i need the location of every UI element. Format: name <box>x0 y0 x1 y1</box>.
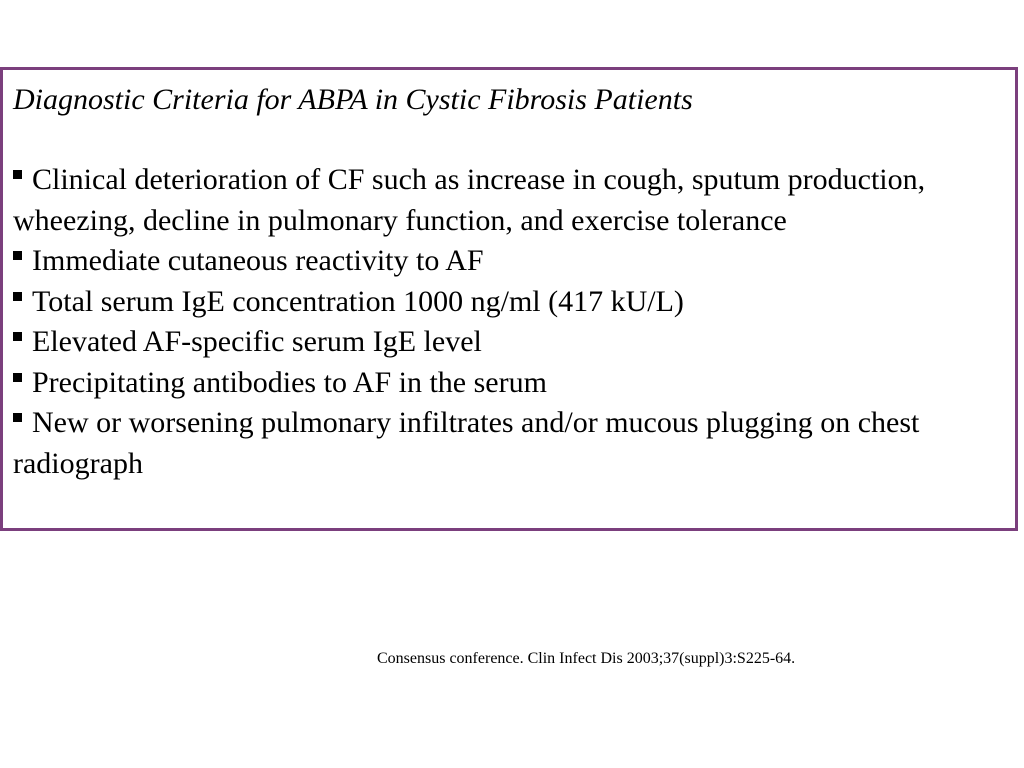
criteria-item <box>13 282 1013 323</box>
criteria-list <box>13 160 1013 484</box>
square-bullet-icon <box>13 413 22 422</box>
square-bullet-icon <box>13 292 22 301</box>
criteria-item <box>13 241 1013 282</box>
criteria-item-text: Precipitating antibodies to AF in the serum <box>32 365 547 399</box>
square-bullet-icon <box>13 170 22 179</box>
slide-title: Diagnostic Criteria for ABPA in Cystic Fibrosis Patients <box>13 83 693 116</box>
square-bullet-icon <box>13 373 22 382</box>
criteria-item <box>13 322 1013 363</box>
square-bullet-icon <box>13 251 22 260</box>
criteria-item-text: New or worsening pulmonary infiltrates and/or mucous plugging on chest radiograph <box>13 406 920 480</box>
criteria-item <box>13 363 1013 404</box>
criteria-item <box>13 403 1013 484</box>
criteria-box <box>0 67 1018 531</box>
criteria-item-text: Clinical deterioration of CF such as increase in cough, sputum production, wheezing, decline in pulmonary function, and exercise tolerance <box>13 163 926 237</box>
square-bullet-icon <box>13 332 22 341</box>
criteria-item-text: Total serum IgE concentration 1000 ng/ml (417 kU/L) <box>32 284 684 318</box>
criteria-item-text: Immediate cutaneous reactivity to AF <box>32 244 484 277</box>
citation: Consensus conference. Clin Infect Dis 2003;37(suppl)3:S225-64. <box>377 650 796 667</box>
criteria-item-text: Elevated AF-specific serum IgE level <box>32 325 482 358</box>
criteria-item <box>13 160 1013 241</box>
